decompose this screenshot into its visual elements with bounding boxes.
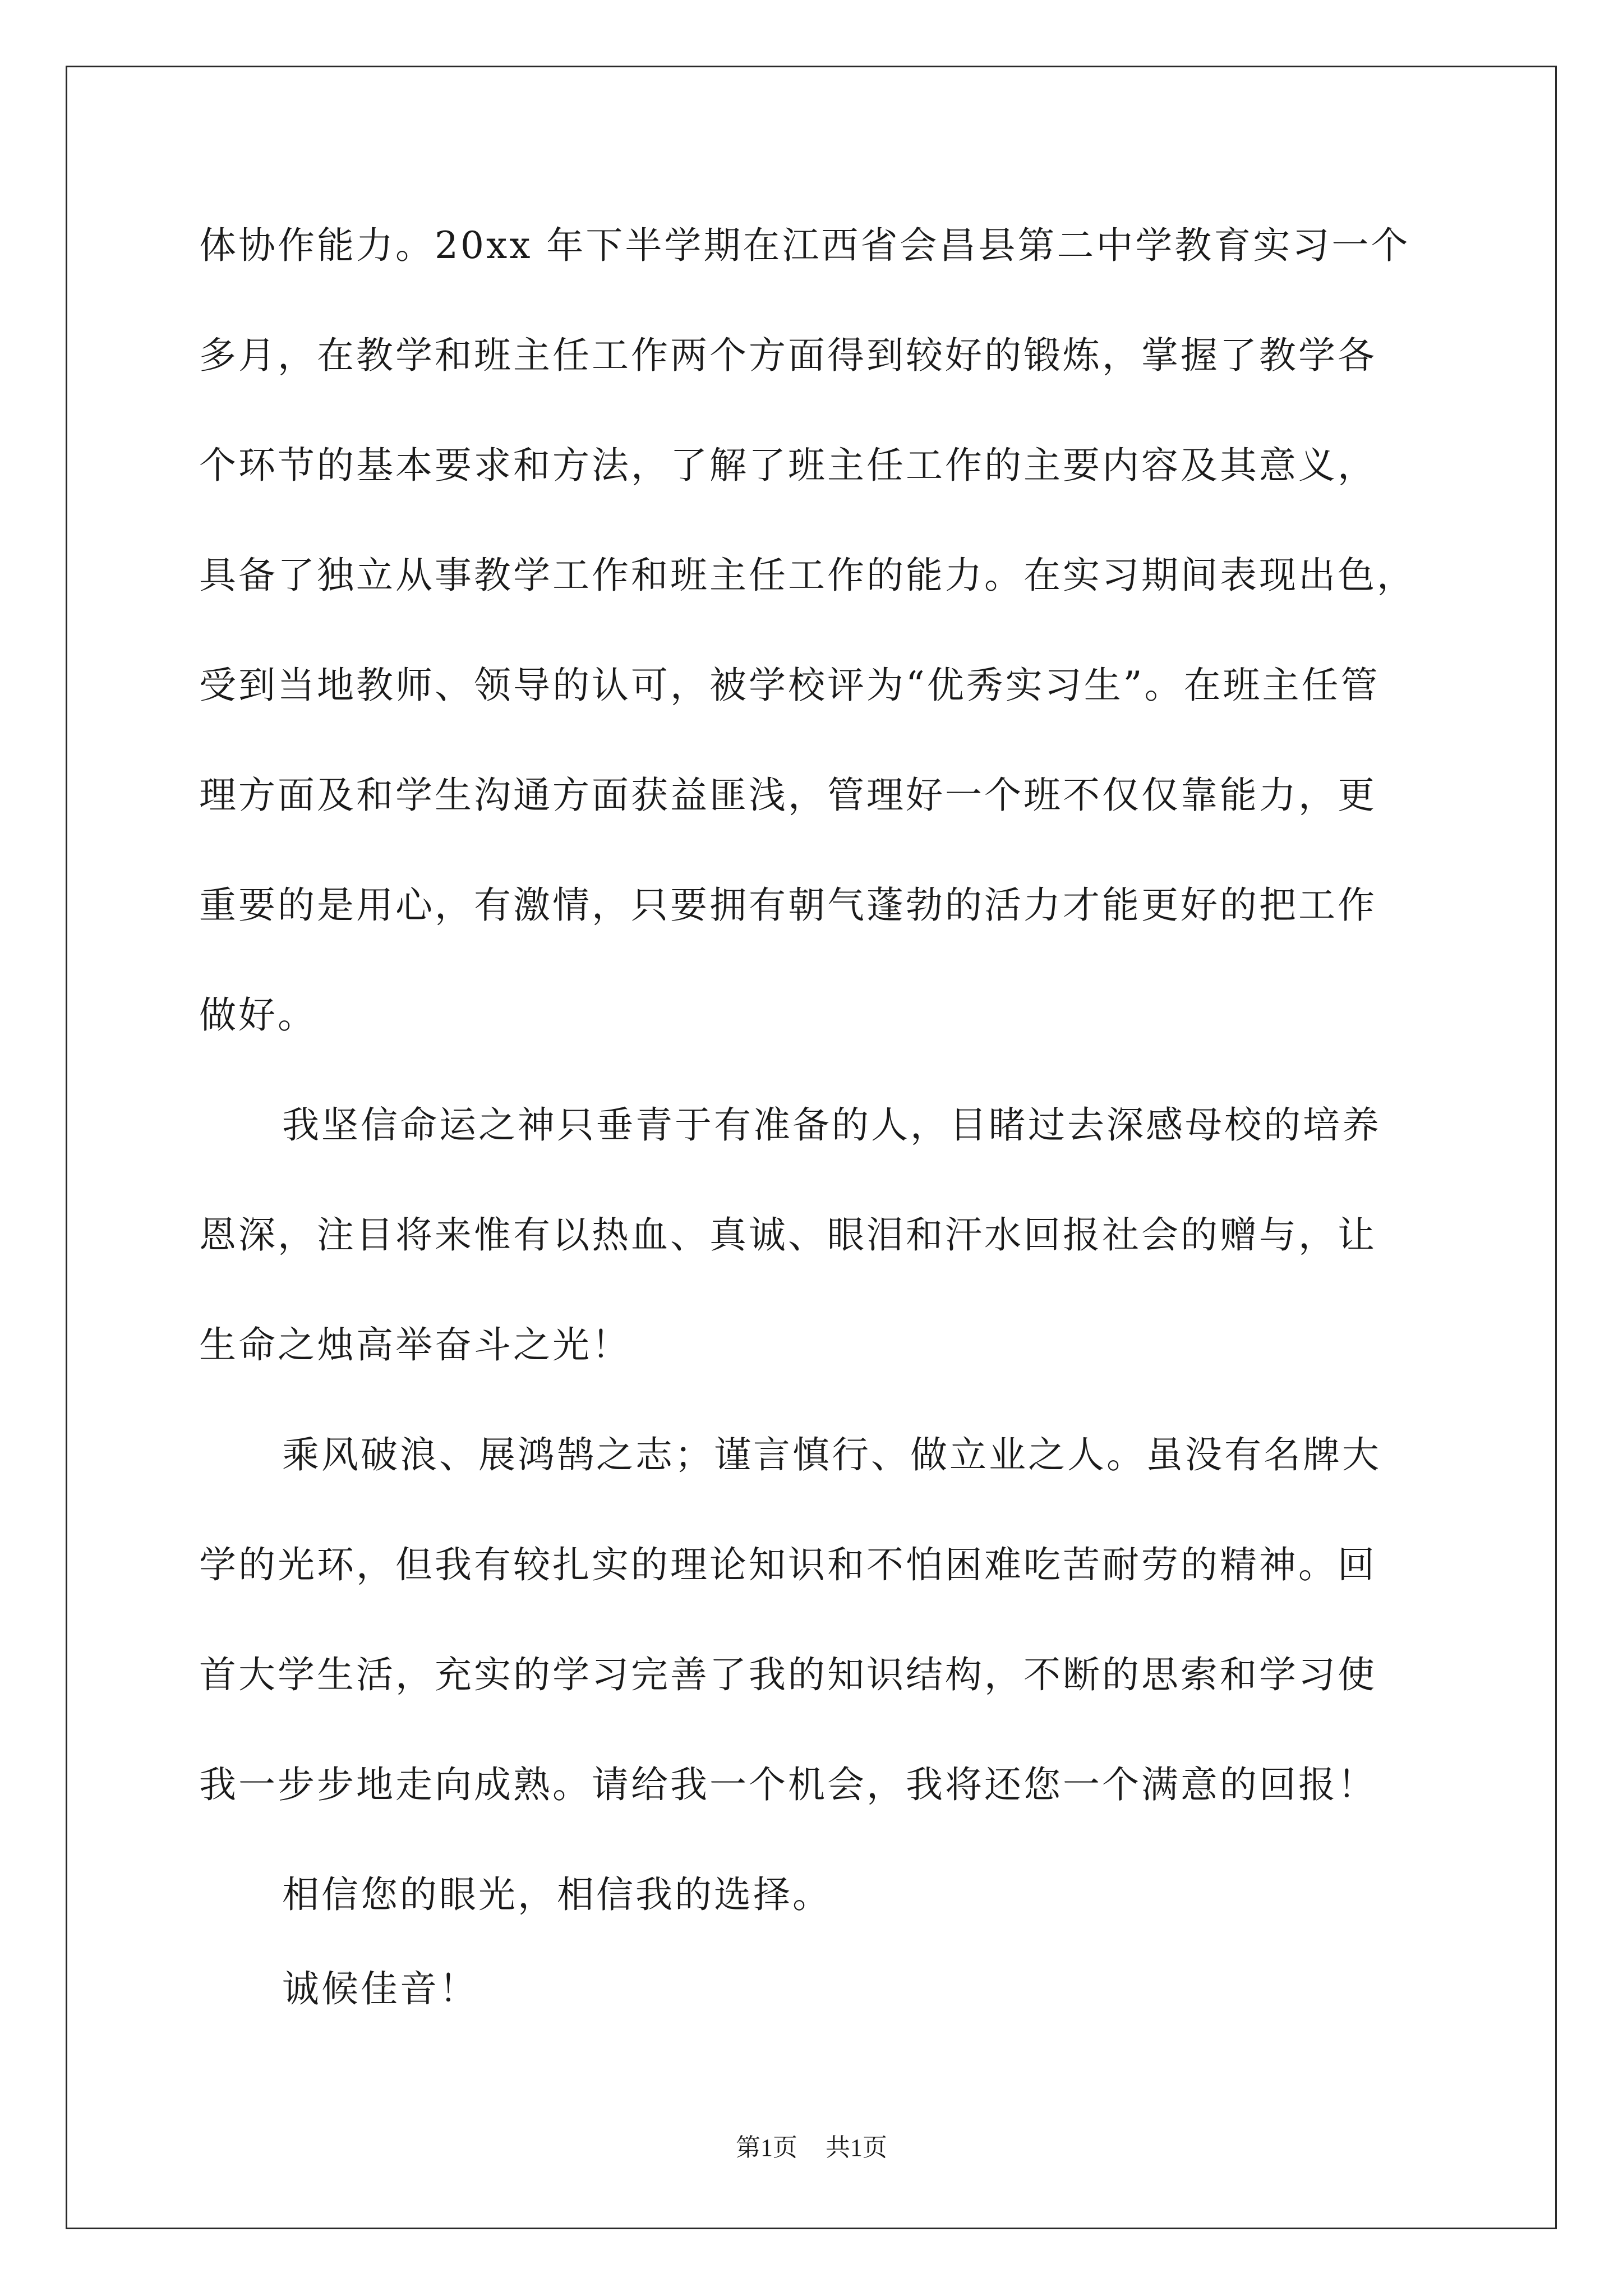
text-line: 具备了独立从事教学工作和班主任工作的能力。在实习期间表现出色， [199,554,1416,597]
text-line: 做好。 [199,993,317,1037]
text-line: 学的光环，但我有较扎实的理论知识和不怕困难吃苦耐劳的精神。回 [199,1543,1377,1586]
text-line: 多月，在教学和班主任工作两个方面得到较好的锻炼，掌握了教学各 [199,334,1377,377]
letter-body [199,212,1433,2065]
page-number-current: 第1页 [736,2134,797,2161]
text-line: 我坚信命运之神只垂青于有准备的人，目睹过去深感母校的培养 [282,1103,1381,1147]
text-line: 诚候佳音！ [282,1967,478,2010]
text-line: 体协作能力。20xx 年下半学期在江西省会昌县第二中学教育实习一个 [199,224,1410,267]
text-line: 相信您的眼光，相信我的选择。 [282,1873,832,1916]
page-number-total: 共1页 [826,2134,887,2161]
text-line: 受到当地教师、领导的认可，被学校评为“优秀实习生”。在班主任管 [199,664,1380,707]
text-line: 首大学生活，充实的学习完善了我的知识结构，不断的思索和学习使 [199,1653,1377,1696]
text-line: 理方面及和学生沟通方面获益匪浅，管理好一个班不仅仅靠能力，更 [199,774,1377,817]
text-line: 重要的是用心，有激情，只要拥有朝气蓬勃的活力才能更好的把工作 [199,884,1377,927]
page-footer [0,2127,1623,2163]
text-line: 生命之烛高举奋斗之光！ [199,1323,631,1366]
text-line: 我一步步地走向成熟。请给我一个机会，我将还您一个满意的回报！ [199,1763,1377,1806]
text-line: 个环节的基本要求和方法，了解了班主任工作的主要内容及其意义， [199,444,1377,487]
text-line: 乘风破浪、展鸿鹄之志；谨言慎行、做立业之人。虽没有名牌大 [282,1433,1381,1476]
text-line: 恩深，注目将来惟有以热血、真诚、眼泪和汗水回报社会的赠与，让 [199,1213,1377,1257]
